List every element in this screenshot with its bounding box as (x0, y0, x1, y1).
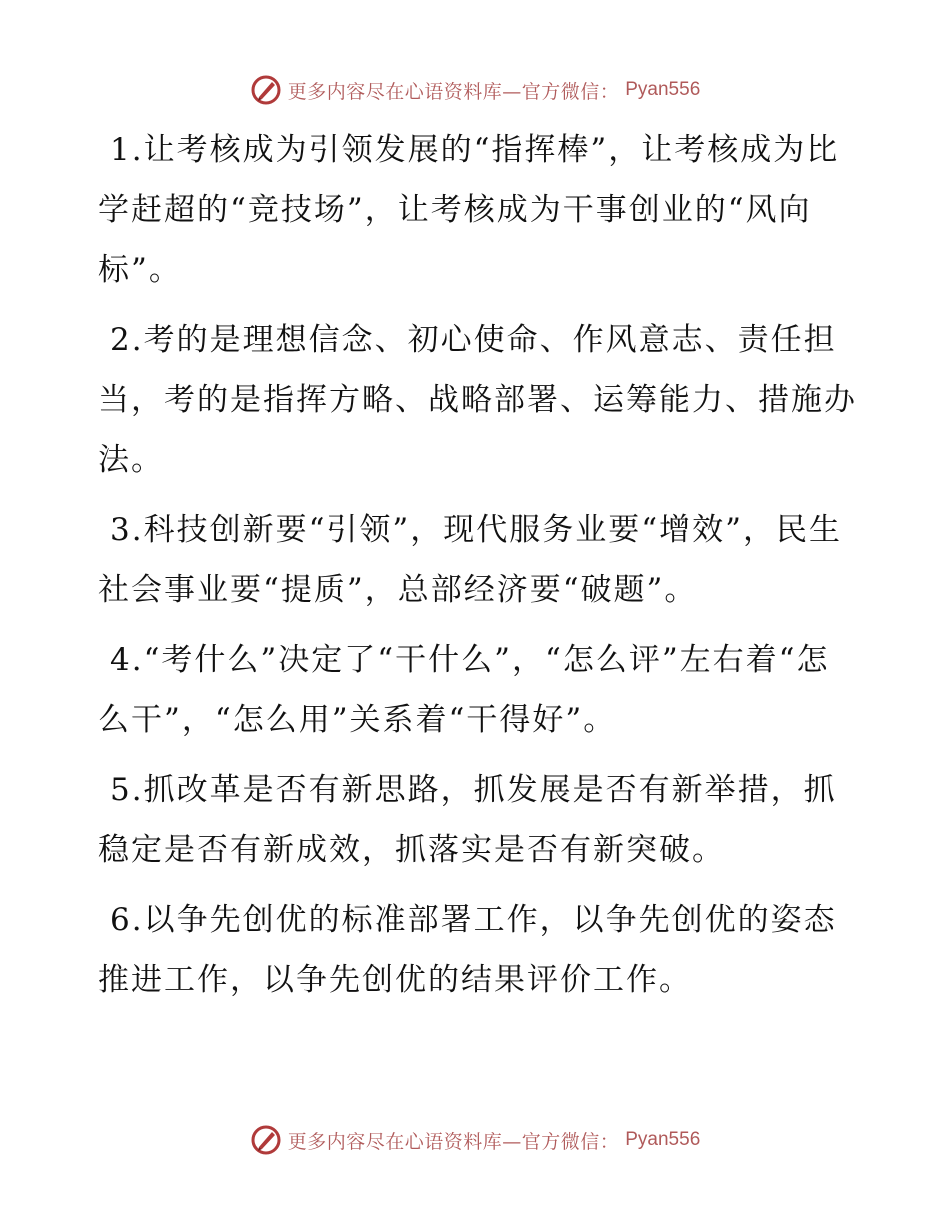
paragraph-number: 4. (110, 642, 144, 678)
pen-logo-icon (250, 74, 282, 106)
paragraph-2 (98, 310, 858, 490)
paragraph-text: 以争先创优的标准部署工作，以争先创优的姿态推进工作，以争先创优的结果评价工作。 (98, 902, 837, 998)
paragraph-text: 让考核成为引领发展的“指挥棒”，让考核成为比学赶超的“竞技场”，让考核成为干事创业的“风向标”。 (98, 132, 840, 288)
paragraph-1 (98, 120, 858, 300)
paragraph-text: 抓改革是否有新思路，抓发展是否有新举措，抓稳定是否有新成效，抓落实是否有新突破。 (98, 772, 837, 868)
banner-text: 更多内容尽在心语资料库—官方微信： (287, 80, 620, 103)
paragraph-number: 5. (110, 772, 144, 808)
document-body (98, 120, 858, 1020)
paragraph-5 (98, 760, 858, 880)
paragraph-number: 6. (110, 902, 144, 938)
paragraph-text: “考什么”决定了“干什么”，“怎么评”左右着“怎么干”，“怎么用”关系着“干得好”。 (98, 642, 830, 738)
paragraph-text: 科技创新要“引领”，现代服务业要“增效”，民生社会事业要“提质”，总部经济要“破题”。 (98, 512, 842, 608)
banner-text: 更多内容尽在心语资料库—官方微信： (287, 1130, 620, 1153)
paragraph-number: 2. (110, 322, 144, 358)
banner-wechat-id: Pyan556 (625, 1129, 701, 1150)
paragraph-6 (98, 890, 858, 1010)
paragraph-text: 考的是理想信念、初心使命、作风意志、责任担当，考的是指挥方略、战略部署、运筹能力、措施办法。 (98, 322, 857, 478)
paragraph-number: 3. (110, 512, 144, 548)
header-watermark-banner (0, 70, 950, 110)
paragraph-4 (98, 630, 858, 750)
pen-logo-icon (250, 1124, 282, 1156)
footer-watermark-banner (0, 1120, 950, 1160)
paragraph-number: 1. (110, 132, 144, 168)
paragraph-3 (98, 500, 858, 620)
banner-wechat-id: Pyan556 (625, 79, 701, 100)
